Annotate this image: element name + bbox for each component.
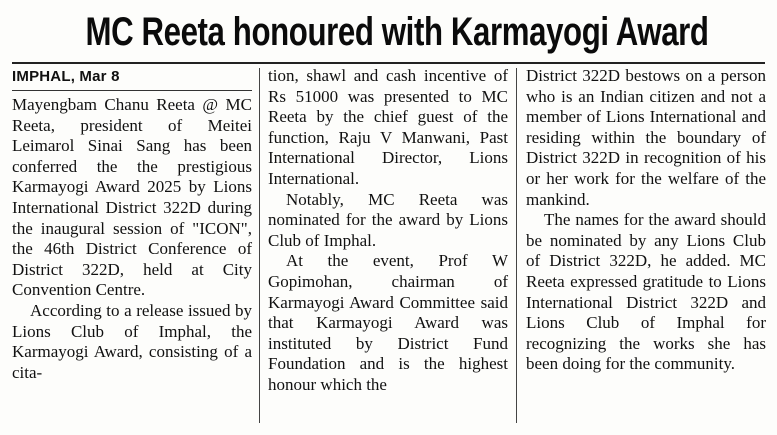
column-divider bbox=[516, 68, 517, 423]
column-divider bbox=[259, 68, 260, 423]
paragraph: Mayengbam Chanu Reeta @ MC Reeta, president of Meitei Leimarol Sinai Sang has been conferred the the prestigious Karmayogi Award 2025 by Lions International District 322D during the inaugural session of "ICON", the 46th District Conference of District 322D, held at City Convention Centre. bbox=[12, 95, 252, 300]
paragraph: The names for the award should be nominated by any Lions Club of District 322D, he added. MC Reeta expressed gratitude to Lions International District 322D and Lions Club of Imphal for recognizing the works she has been doing for the community. bbox=[526, 210, 766, 374]
paragraph: tion, shawl and cash incentive of Rs 51000 was presented to MC Reeta by the chief guest of the function, Raju V Manwani, Past International Director, Lions International. bbox=[268, 66, 508, 188]
paragraph: According to a release issued by Lions Club of Imphal, the Karmayogi Award, consisting of a cita- bbox=[12, 300, 252, 382]
headline-rule bbox=[12, 62, 765, 64]
article-column-1 bbox=[12, 66, 252, 383]
article-headline: MC Reeta honoured with Karmayogi Award bbox=[85, 10, 709, 54]
dateline: IMPHAL, Mar 8 bbox=[12, 66, 252, 91]
paragraph: At the event, Prof W Gopimohan, chairman of Karmayogi Award Committee said that Karmayogi Award was instituted by District Fund Foundation and is the highest honour which the bbox=[268, 251, 508, 394]
paragraph: District 322D bestows on a person who is an Indian citizen and not a member of Lions International and residing within the boundary of District 322D in recognition of his or her work for the welfare of the mankind. bbox=[526, 66, 766, 209]
paragraph: Notably, MC Reeta was nominated for the award by Lions Club of Imphal. bbox=[268, 189, 508, 250]
article-column-2 bbox=[268, 66, 508, 396]
article-column-3 bbox=[526, 66, 766, 375]
